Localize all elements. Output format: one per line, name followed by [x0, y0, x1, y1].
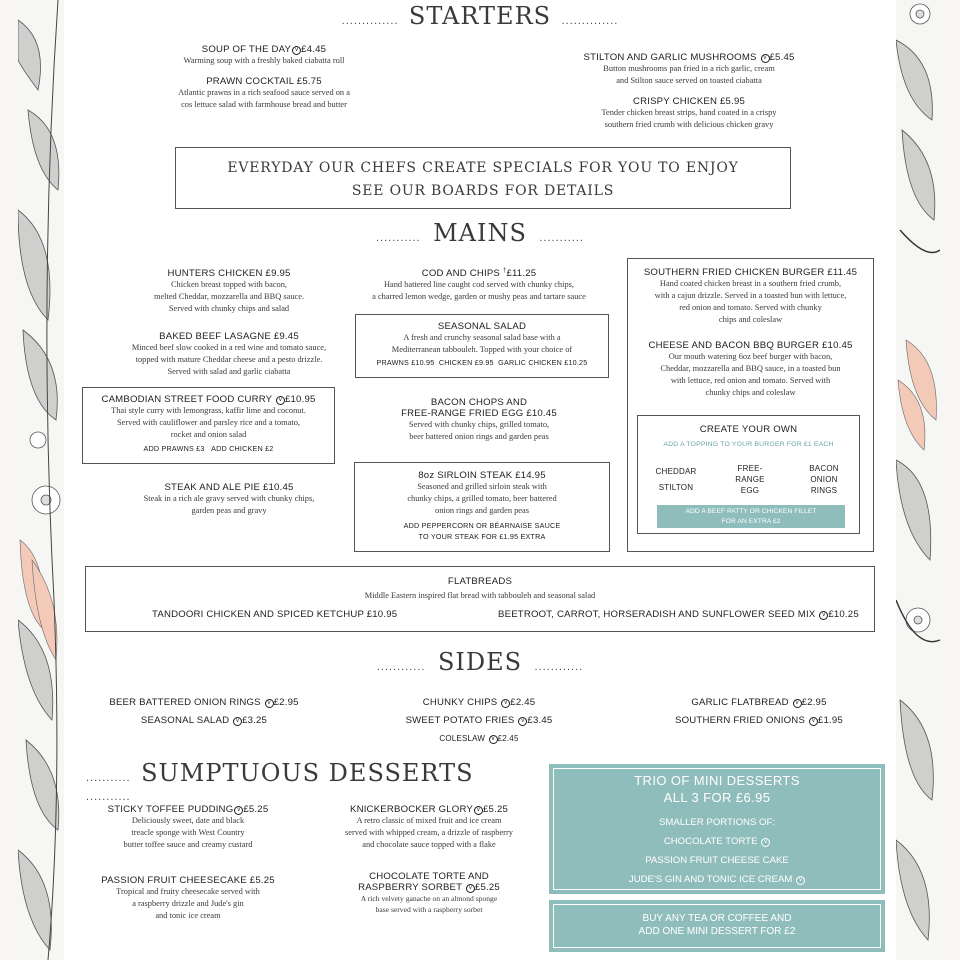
item-description: beer battered onion rings and garden peas — [409, 432, 549, 441]
side-price: £3.45 — [527, 715, 553, 726]
extra-patty-banner — [657, 505, 845, 528]
side-name: GARLIC FLATBREAD — [691, 697, 789, 708]
item-description: Deliciously sweet, date and black — [131, 816, 245, 825]
item-name: HUNTERS CHICKEN — [167, 268, 263, 279]
create-your-own-title: CREATE YOUR OWN — [699, 424, 798, 435]
heading-dots-left: ........... — [376, 232, 421, 244]
flatbread-beetroot-price: £10.25 — [828, 609, 859, 620]
item-price: £5.25 — [243, 804, 269, 815]
side-name: SOUTHERN FRIED ONIONS — [675, 715, 806, 726]
specials-box — [175, 147, 791, 209]
main-cod-and-chips — [338, 268, 620, 303]
heading-dots-right: ............ — [534, 661, 584, 673]
salad-option-garlic-chicken: GARLIC CHICKEN £10.25 — [498, 358, 588, 367]
main-sirloin-steak-box — [354, 462, 610, 552]
item-description: Seasoned and grilled sirloin steak with — [417, 482, 547, 491]
item-description: Chicken breast topped with bacon, — [170, 280, 288, 289]
salad-option-chicken: CHICKEN £9.95 — [438, 358, 494, 367]
item-description: and tonic ice cream — [155, 911, 221, 920]
trio-price: ALL 3 FOR £6.95 — [663, 790, 771, 805]
item-name: BACON CHOPS AND — [430, 397, 528, 408]
side-price: £2.45 — [510, 697, 536, 708]
mains-heading-row — [64, 219, 896, 247]
topping-onion-rings-line-1: ONION — [810, 475, 838, 484]
item-description: rocket and onion salad — [170, 430, 247, 439]
item-description: A fresh and crunchy seasonal salad base with a — [403, 333, 561, 342]
main-beef-lasagne — [84, 331, 374, 378]
desserts-heading: SUMPTUOUS DESSERTS — [141, 759, 474, 787]
item-description: Button mushrooms pan fried in a rich garlic, cream — [603, 64, 775, 73]
item-description: served with whipped cream, a drizzle of raspberry — [345, 828, 513, 837]
vegetarian-icon: v — [761, 838, 770, 847]
item-description: butter toffee sauce and creamy custard — [123, 840, 253, 849]
item-description: Tropical and fruity cheesecake served with — [116, 887, 260, 896]
item-price: £5.25 — [249, 875, 275, 886]
heading-dots-left: ........... — [86, 772, 131, 784]
side-name: CHUNKY CHIPS — [422, 697, 498, 708]
starter-stilton-mushrooms — [544, 52, 834, 87]
create-your-own-box — [637, 415, 860, 534]
vegetarian-icon: v — [501, 699, 510, 708]
item-name: CHEESE AND BACON BBQ BURGER — [648, 340, 820, 351]
item-name: SEASONAL SALAD — [437, 321, 527, 332]
item-description: Served with cauliflower and parsley rice and a tomato, — [116, 418, 301, 427]
topping-egg-line-3: EGG — [740, 486, 760, 495]
item-name: STICKY TOFFEE PUDDING — [107, 804, 234, 815]
side-price: £2.45 — [497, 734, 519, 743]
cod-mark: † — [502, 268, 507, 274]
item-name: CHOCOLATE TORTE AND — [369, 871, 489, 882]
main-cambodian-curry-box — [82, 387, 335, 464]
item-price: £4.45 — [301, 44, 327, 55]
sides-heading-row — [64, 648, 896, 676]
item-name: 8oz SIRLOIN STEAK — [418, 470, 513, 481]
trio-item-torte: CHOCOLATE TORTE — [663, 836, 758, 847]
tea-offer-line-2: ADD ONE MINI DESSERT FOR £2 — [638, 926, 796, 937]
item-name: CRISPY CHICKEN — [632, 96, 718, 107]
item-name: PASSION FRUIT CHEESECAKE — [101, 875, 247, 886]
outer-margin-left — [0, 0, 18, 960]
item-price: £11.45 — [827, 267, 858, 278]
topping-bacon: BACON — [809, 464, 839, 473]
side-name: SWEET POTATO FRIES — [405, 715, 515, 726]
item-description: base served with a raspberry sorbet — [375, 905, 483, 914]
floral-border-right — [896, 0, 940, 960]
main-hunters-chicken — [94, 268, 364, 315]
trio-item-ice-cream: JUDE'S GIN AND TONIC ICE CREAM — [628, 874, 793, 885]
item-description: and chocolate sauce topped with a flake — [362, 840, 496, 849]
topping-stilton: STILTON — [658, 483, 694, 492]
sirloin-sauce-addon: ADD PEPPERCORN OR BÉARNAISE SAUCE — [403, 521, 561, 530]
extra-patty-line-1: ADD A BEEF PATTY OR CHICKEN FILLET — [685, 508, 817, 515]
starter-soup — [124, 44, 404, 67]
item-name: COD AND CHIPS — [421, 268, 501, 280]
vegetarian-icon: v — [489, 735, 498, 744]
vegetarian-icon: v — [474, 806, 483, 815]
item-description: a raspberry drizzle and Jude's gin — [132, 899, 244, 908]
dessert-sticky-toffee — [88, 804, 288, 851]
item-price: £5.95 — [720, 96, 746, 107]
heading-dots-right: ........... — [539, 232, 584, 244]
extra-patty-line-2: FOR AN EXTRA £2 — [721, 517, 781, 525]
trio-title: TRIO OF MINI DESSERTS — [634, 773, 800, 788]
item-description: with a cajun drizzle. Served in a toasted bun with lettuce, — [654, 291, 847, 300]
item-description: Tender chicken breast strips, hand coated in a crispy — [601, 108, 777, 117]
vegetarian-icon: v — [793, 699, 802, 708]
item-description: Hand battered line caught cod served with chunky chips, — [383, 280, 574, 290]
starters-heading-row — [64, 2, 896, 30]
item-description: treacle sponge with West Country — [131, 828, 245, 837]
sides-column-3 — [649, 694, 869, 730]
vegetarian-icon: v — [518, 717, 527, 726]
vegetarian-icon: v — [466, 884, 475, 893]
menu-page — [64, 0, 896, 960]
main-seasonal-salad-box — [355, 314, 609, 378]
item-description: a charred lemon wedge, garden or mushy peas and tartare sauce — [372, 292, 586, 302]
item-price: £5.25 — [474, 882, 500, 893]
item-description: with lettuce, red onion and tomato. Served with — [670, 376, 831, 385]
floral-illustration-right — [896, 0, 940, 960]
desserts-heading-row — [86, 759, 526, 805]
trio-mini-desserts-box — [549, 764, 885, 894]
side-price: £1.95 — [817, 715, 843, 726]
vegetarian-icon: v — [233, 717, 242, 726]
item-description: Mediterranean tabbouleh. Topped with your choice of — [391, 345, 573, 354]
outer-margin-right — [940, 0, 960, 960]
tea-coffee-offer-box — [549, 900, 885, 952]
item-description: chips and coleslaw — [718, 315, 783, 324]
item-name: FREE-RANGE FRIED EGG — [401, 408, 524, 419]
item-price: £5.45 — [769, 52, 795, 63]
item-description: garden peas and gravy — [191, 506, 267, 515]
starters-heading: STARTERS — [408, 2, 552, 30]
item-description: A retro classic of mixed fruit and ice cream — [356, 816, 502, 825]
flatbreads-title: FLATBREADS — [447, 576, 513, 587]
item-description: A rich velvety ganache on an almond sponge — [360, 894, 498, 903]
vegetarian-icon: v — [761, 54, 770, 63]
sides-column-2 — [364, 694, 594, 748]
item-description: chunky chips and coleslaw — [705, 388, 796, 397]
item-price: £10.45 — [262, 482, 294, 493]
item-description: and Stilton sauce served on toasted ciabatta — [616, 76, 762, 85]
trio-intro: SMALLER PORTIONS OF: — [658, 817, 776, 828]
specials-line-1: EVERYDAY OUR CHEFS CREATE SPECIALS FOR YOU TO ENJOY — [227, 160, 739, 176]
item-name: KNICKERBOCKER GLORY — [349, 804, 474, 815]
item-price: £10.45 — [822, 340, 853, 351]
item-price: £10.95 — [284, 394, 316, 405]
side-price: £2.95 — [801, 697, 827, 708]
heading-dots-left: ............ — [376, 661, 426, 673]
item-price: £5.75 — [296, 76, 322, 87]
topping-column-3 — [794, 463, 854, 496]
vegetarian-icon: v — [796, 876, 805, 885]
item-description: Served with chunky chips and salad — [168, 304, 290, 313]
item-description: Minced beef slow cooked in a red wine and tomato sauce, — [131, 343, 327, 352]
item-price: £14.95 — [515, 470, 546, 481]
item-description: melted Cheddar, mozzarella and BBQ sauce. — [153, 292, 305, 301]
topping-column-2 — [720, 463, 780, 496]
item-name: STEAK AND ALE PIE — [164, 482, 261, 493]
topping-egg-line-1: FREE- — [737, 464, 763, 473]
tea-offer-line-1: BUY ANY TEA OR COFFEE AND — [642, 913, 792, 924]
item-description: Steak in a rich ale gravy served with chunky chips, — [143, 494, 315, 503]
heading-dots-right: .............. — [561, 15, 619, 27]
topping-onion-rings-line-2: RINGS — [810, 486, 838, 495]
burgers-box — [627, 258, 874, 552]
side-name: BEER BATTERED ONION RINGS — [109, 697, 261, 708]
specials-line-2: SEE OUR BOARDS FOR DETAILS — [351, 183, 615, 199]
item-description: red onion and tomato. Served with chunky — [679, 303, 822, 312]
item-description: southern fried crumb with delicious chicken gravy — [604, 120, 774, 129]
item-price: £10.45 — [526, 408, 557, 419]
vegetarian-icon: v — [276, 396, 285, 405]
main-bacon-chops — [344, 397, 614, 443]
side-name: SEASONAL SALAD — [140, 715, 230, 726]
item-name: SOUP OF THE DAY — [201, 44, 292, 55]
main-steak-ale-pie — [94, 482, 364, 517]
starter-crispy-chicken — [544, 96, 834, 131]
vegetarian-icon: v — [234, 806, 243, 815]
item-name: STILTON AND GARLIC MUSHROOMS — [583, 52, 757, 63]
item-description: Our mouth watering 6oz beef burger with bacon, — [668, 352, 833, 361]
side-name: COLESLAW — [439, 734, 486, 743]
sirloin-sauce-price: TO YOUR STEAK FOR £1.95 EXTRA — [418, 532, 546, 541]
item-description: topped with mature Cheddar cheese and a pesto drizzle. — [135, 355, 323, 364]
curry-add-chicken: ADD CHICKEN £2 — [211, 444, 274, 453]
item-description: Hand coated chicken breast in a southern fried crumb, — [659, 279, 842, 288]
curry-add-prawns: ADD PRAWNS £3 — [143, 444, 205, 453]
heading-dots-left: .............. — [341, 15, 399, 27]
item-price: £5.25 — [483, 804, 509, 815]
item-price: £9.45 — [273, 331, 299, 342]
dessert-passion-fruit — [88, 875, 288, 922]
sides-column-1 — [84, 694, 324, 730]
floral-border-left — [18, 0, 64, 960]
item-description: Served with chunky chips, grilled tomato, — [408, 420, 550, 429]
item-description: Thai style curry with lemongrass, kaffir lime and coconut. — [111, 406, 306, 415]
item-description: onion rings and garden peas — [435, 506, 529, 515]
starter-prawn-cocktail — [124, 76, 404, 111]
side-price: £2.95 — [273, 697, 299, 708]
item-name: BAKED BEEF LASAGNE — [159, 331, 271, 342]
sides-heading: SIDES — [437, 648, 523, 676]
main-cheese-bacon-burger — [628, 340, 873, 399]
flatbreads-description: Middle Eastern inspired flat bread with tabbouleh and seasonal salad — [364, 591, 596, 600]
item-description: chunky chips, a grilled tomato, beer battered — [407, 494, 557, 503]
item-description: Cheddar, mozzarella and BBQ sauce, in a toasted bun — [660, 364, 841, 373]
item-name: SOUTHERN FRIED CHICKEN BURGER — [643, 267, 825, 278]
topping-cheddar: CHEDDAR — [655, 467, 697, 476]
vegetarian-icon: v — [819, 611, 828, 620]
salad-option-prawns: PRAWNS £10.95 — [376, 358, 435, 367]
trio-item-cheesecake: PASSION FRUIT CHEESE CAKE — [645, 855, 789, 866]
floral-illustration-left — [18, 0, 64, 960]
item-description: Warming soup with a freshly baked ciabatta roll — [183, 56, 345, 65]
heading-dots-right: ........... — [86, 791, 131, 803]
side-price: £3.25 — [242, 715, 268, 726]
vegetarian-icon: v — [292, 46, 301, 55]
item-name: CAMBODIAN STREET FOOD CURRY — [101, 394, 273, 405]
item-price: £9.95 — [265, 268, 291, 279]
topping-egg-line-2: RANGE — [735, 475, 765, 484]
mains-heading: MAINS — [433, 219, 527, 247]
vegetarian-icon: v — [809, 717, 818, 726]
item-name: PRAWN COCKTAIL — [206, 76, 294, 87]
dessert-knickerbocker — [309, 804, 549, 851]
item-name: RASPBERRY SORBET — [358, 882, 463, 893]
item-description: cos lettuce salad with farmhouse bread and butter — [181, 100, 347, 109]
dessert-chocolate-torte — [309, 871, 549, 915]
create-your-own-subtitle: ADD A TOPPING TO YOUR BURGER FOR £1 EACH — [663, 441, 834, 448]
topping-column-1 — [646, 464, 706, 496]
flatbread-beetroot: BEETROOT, CARROT, HORSERADISH AND SUNFLOWER SEED MIX — [498, 609, 816, 620]
flatbread-tandoori: TANDOORI CHICKEN AND SPICED KETCHUP £10.95 — [152, 609, 398, 620]
flatbreads-box — [85, 566, 875, 632]
main-sfc-burger — [628, 267, 873, 326]
item-description: Atlantic prawns in a rich seafood sauce served on a — [178, 88, 350, 97]
vegetarian-icon: v — [265, 699, 274, 708]
item-price: £11.25 — [506, 268, 537, 280]
item-description: Served with salad and garlic ciabatta — [167, 367, 291, 376]
